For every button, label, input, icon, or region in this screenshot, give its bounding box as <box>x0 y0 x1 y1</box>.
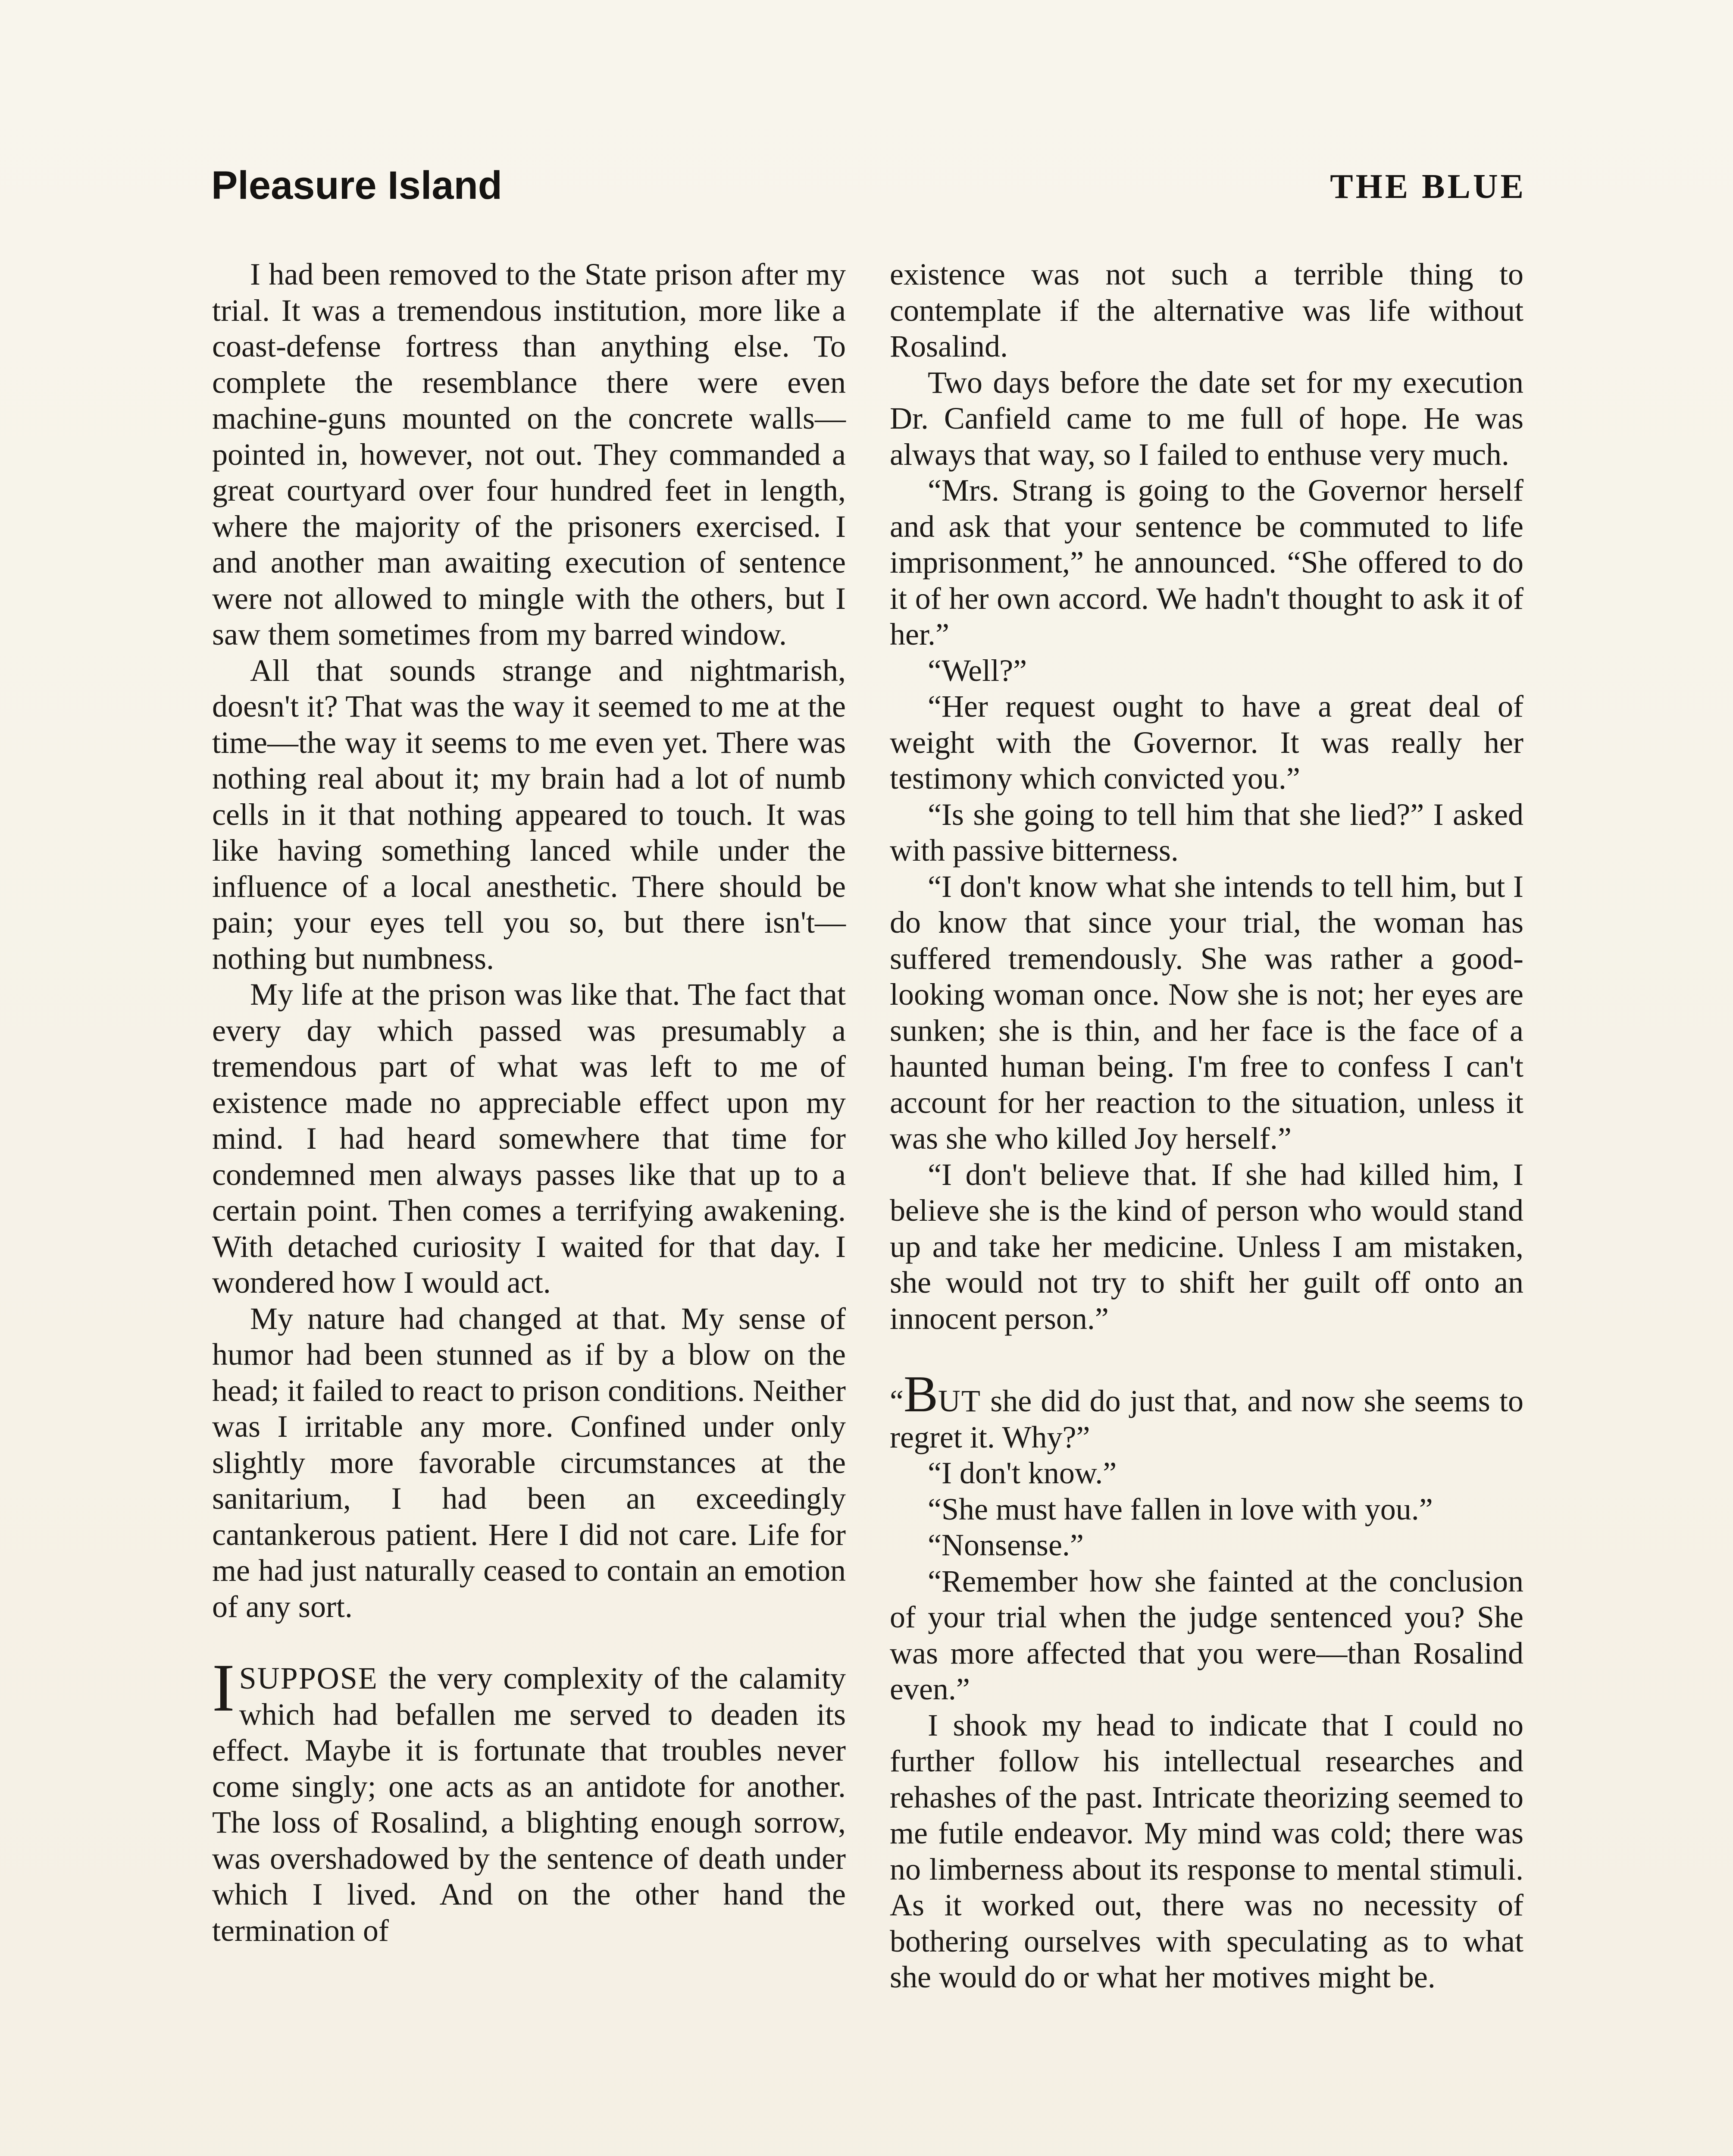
right-column <box>890 257 1523 1996</box>
paragraph: “She must have fallen in love with you.” <box>928 1492 1433 1526</box>
paragraph: I shook my head to indicate that I could no further follow his intellectual researches and rehashes of the past. Intricate theorizing seemed to me futile endeavor. My mind was cold; there was no limberness about its response to mental stimuli. As it worked out, there was no necessity of bothering ourselves with speculating as to what she would do or what her motives might be. <box>890 1708 1523 1994</box>
section-paragraph <box>890 1365 1523 1455</box>
paragraph: existence was not such a terrible thing to contemplate if the alternative was life without Rosalind. <box>890 257 1523 364</box>
section-text: the very complexity of the calamity which had befallen me served to deaden its effect. Maybe it is fortunate that troubles never come singly; one acts as an antidote for another. The loss of Rosalind, a blighting enough sorrow, was overshadowed by the sentence of death under which I lived. And on the other hand the termination of <box>212 1661 846 1948</box>
story-title: Pleasure Island <box>211 163 502 207</box>
paragraph: “I don't know.” <box>928 1456 1117 1490</box>
left-column <box>212 257 846 1949</box>
paragraph: “Her request ought to have a great deal of weight with the Governor. It was really her testimony which convicted you.” <box>890 689 1523 796</box>
paragraph: “Is she going to tell him that she lied?” I asked with passive bitterness. <box>890 797 1523 868</box>
paragraph: “Nonsense.” <box>928 1528 1084 1562</box>
paragraph: My nature had changed at that. My sense of humor had been stunned as if by a blow on the head; it failed to react to prison conditions. Neither was I irritable any more. Confined under only slightly more favorable circumstances at the sanitarium, I had been an exceedingly cantankerous patient. Here I did not care. Life for me had just naturally ceased to contain an emotion of any sort. <box>212 1301 846 1624</box>
magazine-name: THE BLUE <box>1330 168 1526 206</box>
paragraph: “Remember how she fainted at the conclusion of your trial when the judge sentenced you? She was more affected that you were—than Rosalind even.” <box>890 1564 1523 1706</box>
paragraph: All that sounds strange and nightmarish, doesn't it? That was the way it seemed to me at the time—the way it seems to me even yet. There was nothing real about it; my brain had a lot of numb cells in it that nothing appeared to touch. It was like having something lanced while under the influence of a local anesthetic. There should be pain; your eyes tell you so, but there isn't—nothing but numbness. <box>212 653 846 976</box>
section-lead-word: SUPPOSE <box>239 1661 378 1695</box>
open-quote: “ <box>890 1384 904 1418</box>
drop-cap: B <box>903 1365 938 1423</box>
drop-cap: I <box>212 1650 235 1726</box>
section-paragraph <box>212 1650 846 1949</box>
paragraph: “I don't know what she intends to tell him, but I do know that since your trial, the woman has suffered tremendously. She was rather a good-looking woman once. Now she is not; her eyes are sunken; she is thin, and her face is the face of a haunted human being. I'm free to confess I can't account for her reaction to the situation, unless it was she who killed Joy herself.” <box>890 869 1523 1156</box>
paragraph: “Well?” <box>928 653 1027 688</box>
paragraph: Two days before the date set for my execution Dr. Canfield came to me full of hope. He was always that way, so I failed to enthuse very much. <box>890 365 1523 472</box>
paragraph: “Mrs. Strang is going to the Governor herself and ask that your sentence be commuted to life imprisonment,” he announced. “She offered to do it of her own accord. We hadn't thought to ask it of her.” <box>890 473 1523 652</box>
paragraph: “I don't believe that. If she had killed him, I believe she is the kind of person who would stand up and take her medicine. Unless I am mistaken, she would not try to shift her guilt off onto an innocent person.” <box>890 1157 1523 1336</box>
paragraph: My life at the prison was like that. The fact that every day which passed was presumably a tremendous part of what was left to me of existence made no appreciable effect upon my mind. I had heard somewhere that time for condemned men always passes like that up to a certain point. Then comes a terrifying awakening. With detached curiosity I waited for that day. I wondered how I would act. <box>212 977 846 1300</box>
paragraph: I had been removed to the State prison after my trial. It was a tremendous institution, more like a coast-defense fortress than anything else. To complete the resemblance there were even machine-guns mounted on the concrete walls—pointed in, however, not out. They commanded a great courtyard over four hundred feet in length, where the majority of the prisoners exercised. I and another man awaiting execution of sentence were not allowed to mingle with the others, but I saw them sometimes from my barred window. <box>212 257 846 652</box>
section-text: she did do just that, and now she seems to regret it. Why?” <box>890 1384 1523 1454</box>
section-lead-word: UT <box>938 1384 981 1418</box>
